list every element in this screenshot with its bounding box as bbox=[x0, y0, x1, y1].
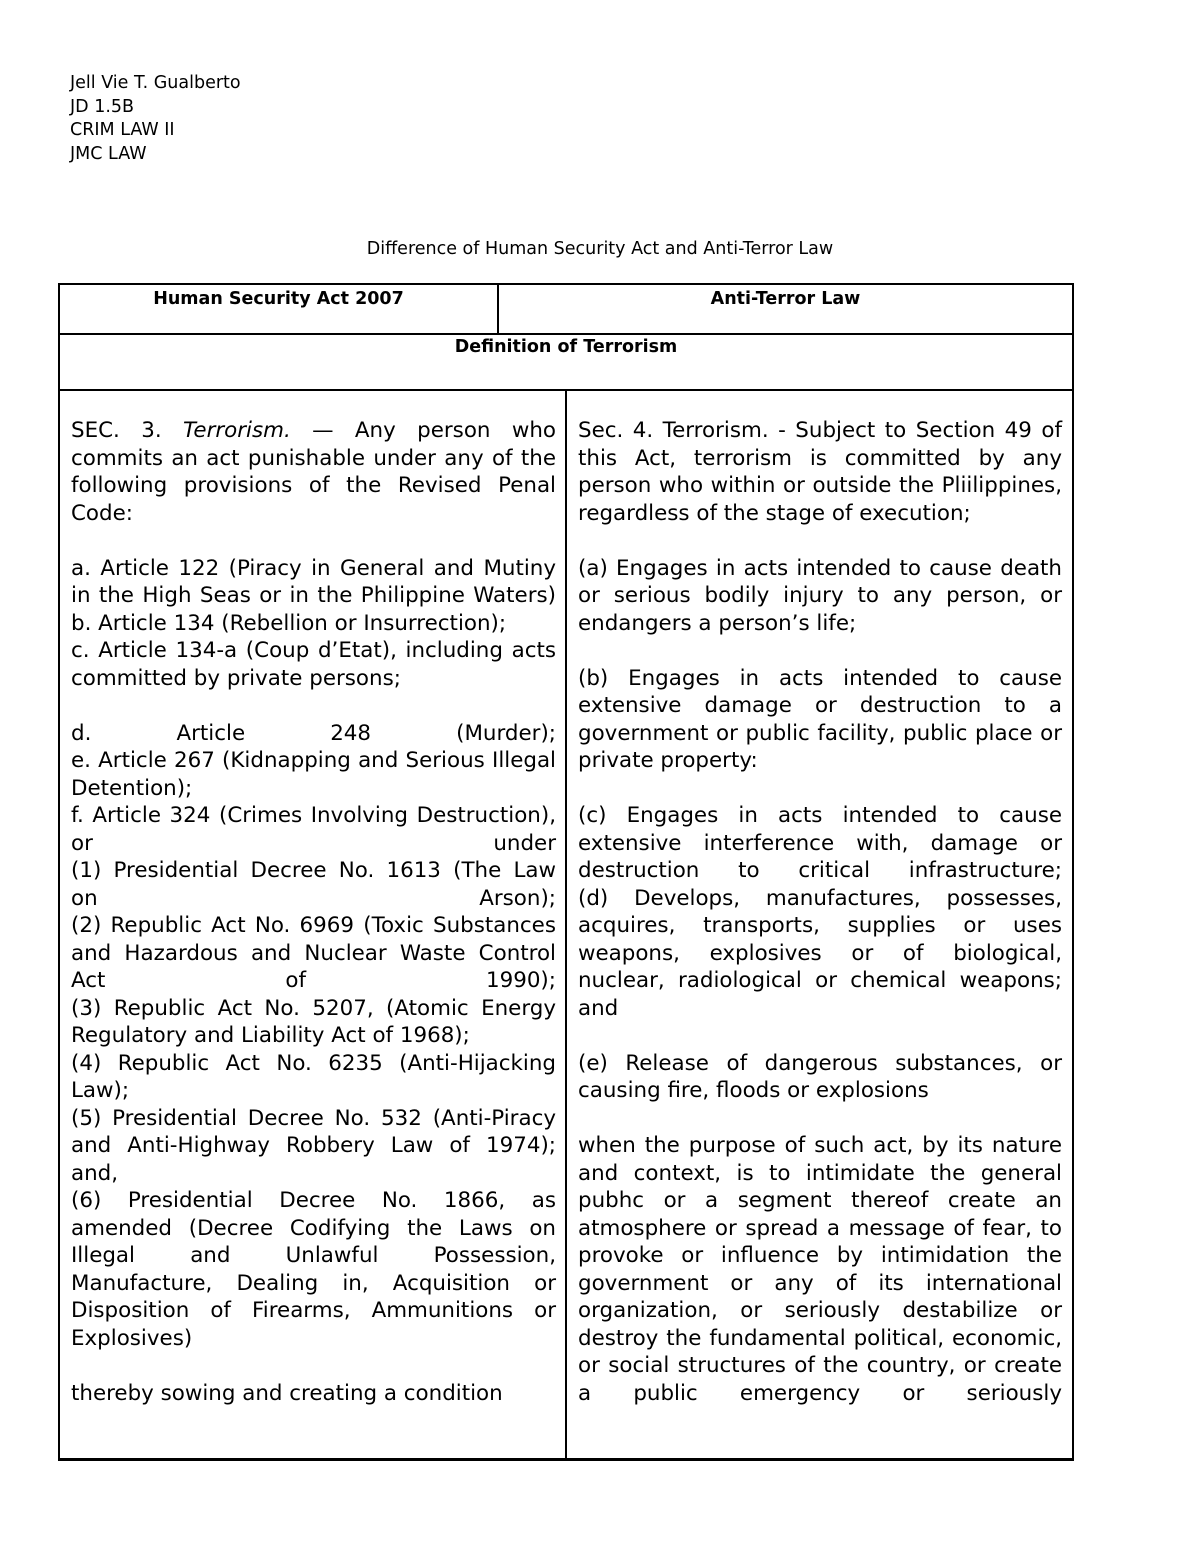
hsa-law-1: (1) Presidential Decree No. 1613 (The Law on Arson); bbox=[71, 858, 556, 911]
hsa-tail: thereby sowing and creating a condition bbox=[71, 1380, 503, 1406]
table-border-right bbox=[1072, 283, 1074, 1460]
atl-item-d: (d) Develops, manufactures, possesses, acquires, transports, supplies or uses weapons, explosives or of biological, nuclear, radiological or chemical weapons; and bbox=[578, 885, 1062, 1021]
atl-item-a: (a) Engages in acts intended to cause death or serious bodily injury to any person, or endangers a person’s life; bbox=[578, 555, 1062, 636]
course-name: CRIM LAW II bbox=[70, 120, 175, 140]
atl-purpose-clause: when the purpose of such act, by its nature and context, is to intimidate the general pubhc or a segment thereof create an atmosphere or spread a message of fear, to provoke or influence by intimidation the government or any of its international organization, or seriously destabilize or destroy the fundamental political, economic, or social structures of the country, or create a public emergency or seriously bbox=[578, 1133, 1062, 1406]
hsa-item-e: e. Article 267 (Kidnapping and Serious Illegal Detention); bbox=[71, 748, 556, 801]
atl-item-e: (e) Release of dangerous substances, or causing fire, floods or explosions bbox=[578, 1050, 1062, 1103]
hsa-item-d: d. Article 248 (Murder); bbox=[71, 720, 556, 746]
hsa-item-f: f. Article 324 (Crimes Involving Destruction), or under bbox=[71, 803, 556, 856]
hsa-item-c: c. Article 134-a (Coup d’Etat), including acts committed by private persons; bbox=[71, 638, 556, 691]
hsa-law-3: (3) Republic Act No. 5207, (Atomic Energy Regulatory and Liability Act of 1968); bbox=[71, 995, 556, 1048]
column-header-hsa: Human Security Act 2007 bbox=[153, 289, 404, 309]
author-section: JD 1.5B bbox=[70, 96, 135, 117]
school-name: JMC LAW bbox=[70, 143, 147, 164]
atl-item-c: (c) Engages in acts intended to cause extensive interference with, damage or destruction to critical infrastructure; bbox=[578, 803, 1062, 883]
hsa-definition-cell bbox=[71, 417, 556, 1407]
atl-section-4: Sec. 4. Terrorism. - Subject to Section 49 of this Act, terrorism is committed by any person who within or outside the Pliilippines, regardless of the stage of execution; bbox=[578, 418, 1062, 526]
header-row-line bbox=[58, 333, 1074, 335]
table-border-top bbox=[58, 283, 1074, 285]
hsa-law-5: (5) Presidential Decree No. 532 (Anti-Piracy and Anti-Highway Robbery Law of 1974); and, bbox=[71, 1105, 556, 1186]
hsa-law-2: (2) Republic Act No. 6969 (Toxic Substances and Hazardous and Nuclear Waste Control Act of 1990); bbox=[71, 913, 556, 993]
atl-definition-cell bbox=[578, 417, 1062, 1407]
hsa-item-a: a. Article 122 (Piracy in General and Mutiny in the High Seas or in the Philippine Waters) bbox=[71, 555, 556, 608]
table-border-left bbox=[58, 283, 60, 1460]
hsa-section-3: SEC. 3. Terrorism. — Any person who commits an act punishable under any of the following provisions of the Revised Penal Code: bbox=[71, 418, 556, 526]
document-title: Difference of Human Security Act and Anti-Terror Law bbox=[366, 239, 834, 259]
atl-item-b: (b) Engages in acts intended to cause extensive damage or destruction to a government or public facility, public place or private property: bbox=[578, 665, 1062, 773]
hsa-law-6: (6) Presidential Decree No. 1866, as amended (Decree Codifying the Laws on Illegal and Unlawful Possession, Manufacture, Dealing in, Acquisition or Disposition of Firearms, Ammunitions or Explosives) bbox=[71, 1188, 556, 1351]
terrorism-term: Terrorism. bbox=[183, 418, 291, 443]
column-header-atl: Anti-Terror Law bbox=[710, 289, 861, 309]
body-divider bbox=[565, 390, 567, 1460]
author-block bbox=[70, 72, 241, 166]
hsa-item-b: b. Article 134 (Rebellion or Insurrection); bbox=[71, 610, 507, 636]
row-header-definition: Definition of Terrorism bbox=[454, 337, 678, 357]
author-name: Jell Vie T. Gualberto bbox=[70, 73, 241, 93]
hsa-law-4: (4) Republic Act No. 6235 (Anti-Hijacking Law); bbox=[71, 1050, 556, 1103]
